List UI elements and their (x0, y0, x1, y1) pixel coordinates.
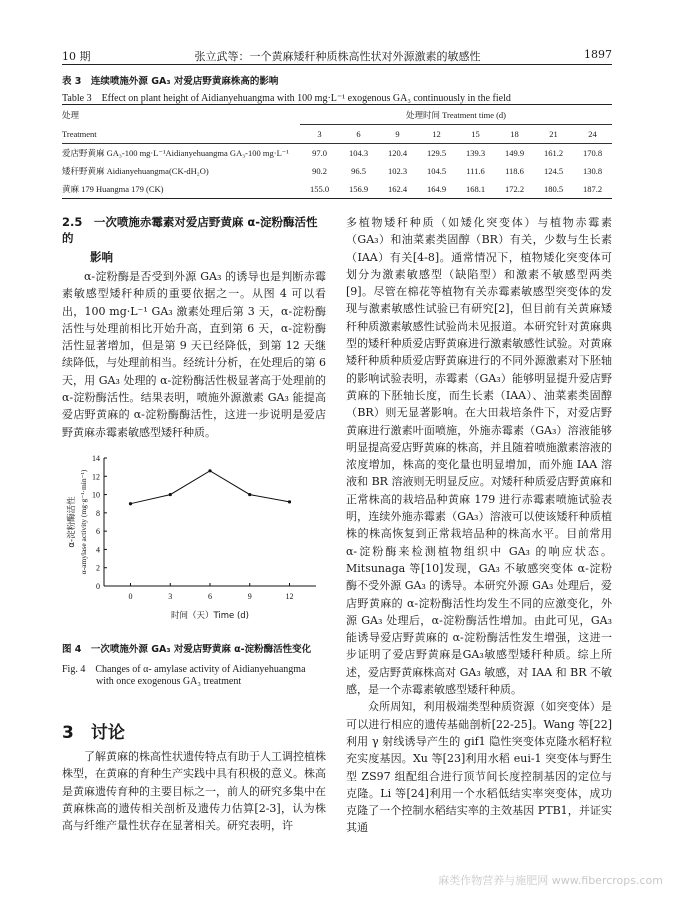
table-row (62, 144, 612, 163)
section-title-2-5: 2.5 一次喷施赤霉素对爱店野黄麻 α-淀粉酶活性的 (62, 215, 318, 245)
y-tick-label: 4 (96, 545, 100, 555)
y-axis-label-cn: α-淀粉酶活性 (67, 496, 77, 548)
day-header: 12 (432, 129, 441, 139)
series-line (131, 471, 290, 504)
table-header-row-2 (62, 125, 612, 144)
table3-caption-en: Table 3 Effect on plant height of Aidianyehuangma with 100 mg·L⁻¹ exogenous GA₃ continuously in the field (62, 93, 511, 104)
cell: 139.3 (465, 148, 486, 158)
y-tick-label: 14 (92, 454, 100, 463)
cell: 102.3 (387, 166, 408, 176)
cell: 161.2 (543, 148, 564, 158)
x-tick-label: 12 (285, 592, 294, 601)
x-axis-label: 时间（天）Time (d) (170, 611, 250, 621)
row-label: 黄麻 179 Huangma 179 (CK) (62, 184, 164, 194)
cell: 168.1 (465, 184, 486, 194)
data-point (288, 500, 291, 503)
paragraph: α-淀粉酶是否受到外源 GA₃ 的诱导也是判断赤霉素敏感型矮秆种质的重要依据之一。从图 4 可以看出，100 mg·L⁻¹ GA₃ 激素处理后第 3 天，α-淀粉酶活性与处理前相比开始升高，直到第 6 天，α-淀粉酶活性显著增加，但是第 9 天已经降低，到第 12 天继续降低，与处理前相当。经统计分析，在处理后的第 6 天，用 GA₃ 处理的 α-淀粉酶活性极显著高于处理前的 α-淀粉酶活性。结果表明，喷施外源激素 GA₃ 能提高爱店野黄麻的 α-淀粉酶酶活性，这进一步说明是爱店野黄麻赤霉素敏感型矮秆种质。 (62, 270, 326, 439)
cell: 187.2 (582, 184, 603, 194)
data-point (169, 493, 172, 496)
y-tick-label: 10 (92, 490, 100, 500)
paragraph: 了解黄麻的株高性状遗传特点有助于人工调控植株株型，在黄麻的育种生产实践中具有积极的意义。株高是黄麻遗传育种的主要目标之一，前人的研究多集中在黄麻株高的遗传相关剖析及遗传力估算[2-3]，认为株高与纤维产量性状存在显著相关。研究表明，许 (62, 750, 326, 833)
cell: 130.8 (582, 166, 603, 176)
row-label: 爱店野黄麻 GA₃-100 mg·L⁻¹Aidianyehuangma GA₃-100 mg·L⁻¹ (62, 148, 289, 158)
time-header: 处理时间 Treatment time (d) (300, 106, 612, 125)
cell: 97.0 (312, 148, 327, 158)
day-header: 21 (549, 129, 558, 139)
header-rule (62, 64, 612, 65)
data-point (208, 469, 211, 472)
data-point (129, 502, 132, 505)
cell: 96.5 (351, 166, 366, 176)
fig4-caption-cn: 图 4 一次喷施外源 GA₃ 对爱店野黄麻 α-淀粉酶活性变化 (62, 644, 312, 655)
cell: 118.6 (505, 166, 524, 176)
day-header: 15 (471, 129, 480, 139)
paragraph: 多植物矮秆种质（如矮化突变体）与植物赤霉素（GA₃）和油菜素类固醇（BR）有关，少数与生长素（IAA）有关[4-8]。通常情况下，植物矮化突变体可划分为激素敏感型（缺陷型）和激素不敏感型两类[9]。尽管在棉花等植物有关赤霉素敏感型突变体的发现与激素敏感性试验已有研究[2]，但目前有关黄麻矮秆种质激素敏感性试验尚未见报道。本研究针对黄麻典型的矮秆种质爱店野黄麻进行激素敏感性试验。对黄麻矮秆种质种质爱店野黄麻进行的不同外源激素对下胚轴的影响试验表明，赤霉素（GA₃）能够明显提升爱店野黄麻的下胚轴长度，而生长素（IAA）、油菜素类固醇（BR）则无显著影响。在大田栽培条件下，对爱店野黄麻进行激素叶面喷施，外施赤霉素（GA₃）溶液能够明显提高爱店野黄麻的株高，并且随着喷施激素溶液的浓度增加，株高的变化量也明显增加，而外施 IAA 溶液和 BR 溶液则无明显反应。对矮秆种质爱店野黄麻和正常株高的栽培品种黄麻 179 进行赤霉素喷施试验表明，连续外施赤霉素（GA₃）溶液可以使该矮秆种质植株的株高恢复到正常栽培品种的株高水平。目前常用 α-淀粉酶来检测植物组织中 GA₃ 的响应状态。Mitsunaga 等[10]发现，GA₃ 不敏感突变体 α-淀粉酶不受外源 GA₃ 的诱导。本研究外源 GA₃ 处理后，爱店野黄麻的 α-淀粉酶活性均发生不同的应激变化，外源 GA₃ 处理后，α-淀粉酶活性增加。由此可见，GA₃ 能诱导爱店野黄麻的 α-淀粉酶活性发生增强，这进一步证明了爱店野黄麻是GA₃敏感型矮秆种质。综上所述，爱店野黄麻株高对 GA₃ 敏感，对 IAA 和 BR 不敏感，是一个赤霉素敏感型矮秆种质。 (346, 216, 612, 697)
treatment-header-cn: 处理 (62, 110, 80, 121)
x-tick-label: 6 (208, 592, 212, 601)
table-top-rule (62, 104, 612, 105)
y-tick-label: 2 (96, 563, 100, 573)
y-tick-label: 0 (96, 582, 100, 591)
paragraph: 众所周知，利用极端类型种质资源（如突变体）是可以进行相应的遗传基础剖析[22-25]。Wang 等[22]利用 γ 射线诱导产生的 gif1 隐性突变体克隆水稻籽粒充实度基因。Xu 等[23]利用水稻 eui-1 突变体与野生型 ZS97 组配组合进行顶节间长度控制基因的定位与克隆。Li 等[24]利用一个水稻低结实率突变体，成功克隆了一个控制水稻结实率的主效基因 PTB1，并证实其通 (346, 700, 612, 835)
left-column (62, 214, 326, 441)
cell: 90.2 (312, 166, 327, 176)
fig4-line-chart (62, 447, 326, 633)
table3 (62, 106, 612, 199)
cell: 149.9 (504, 148, 525, 158)
data-point (248, 493, 251, 496)
y-tick-label: 8 (96, 508, 100, 518)
x-tick-label: 0 (128, 592, 133, 601)
day-header: 24 (588, 129, 597, 139)
y-axis-label-en: α-amylase activity (mg·g⁻¹·min⁻¹) (79, 469, 88, 575)
y-tick-label: 12 (92, 472, 100, 482)
cell: 162.4 (387, 184, 408, 194)
cell: 104.3 (348, 148, 369, 158)
table-header-row-1 (62, 106, 612, 125)
cell: 120.4 (387, 148, 408, 158)
cell: 164.9 (426, 184, 447, 194)
cell: 124.5 (543, 166, 564, 176)
cell: 156.9 (348, 184, 369, 194)
cell: 104.5 (426, 166, 447, 176)
day-header: 9 (395, 129, 400, 139)
fig4-caption-en-2: with once exogenous GA₃ treatment (96, 676, 242, 687)
treatment-header-en: Treatment (62, 128, 97, 139)
table-row (62, 162, 612, 180)
header-title: 张立武等：一个黄麻矮秆种质株高性状对外源激素的敏感性 (194, 50, 481, 63)
section-title-discussion: 3 讨论 (62, 723, 125, 743)
section-2-5-body (62, 268, 326, 441)
watermark: 麻类作物营养与施肥网 www.fibercrops.com (438, 874, 663, 887)
series-points (129, 469, 291, 505)
row-label: 矮秆野黄麻 Aidianyehuangma(CK-dH₂O) (62, 166, 209, 176)
section-title-2-5-cont: 影响 (90, 250, 113, 264)
cell: 129.5 (426, 148, 447, 158)
x-tick-label: 3 (168, 592, 173, 601)
cell: 111.6 (466, 166, 485, 176)
header-issue: 10 期 (62, 50, 91, 63)
day-header: 3 (317, 129, 322, 139)
header-page: 1897 (584, 48, 612, 61)
y-tick-label: 6 (96, 527, 100, 537)
cell: 180.5 (543, 184, 564, 194)
table3-caption-cn: 表 3 连续喷施外源 GA₃ 对爱店野黄麻株高的影响 (62, 76, 279, 87)
cell: 172.2 (504, 184, 525, 194)
fig4-caption-en-1: Fig. 4 Changes of α- amylase activity of Aidianyehuangma (62, 664, 306, 675)
day-header: 6 (356, 129, 361, 139)
x-tick-label: 9 (247, 592, 252, 601)
cell: 155.0 (309, 184, 330, 194)
table-row (62, 180, 612, 199)
chart-axes (104, 458, 316, 586)
cell: 170.8 (582, 148, 603, 158)
day-header: 18 (510, 129, 519, 139)
right-column (346, 214, 612, 837)
chart-y-ticks (92, 454, 107, 591)
discussion-body (62, 748, 326, 834)
